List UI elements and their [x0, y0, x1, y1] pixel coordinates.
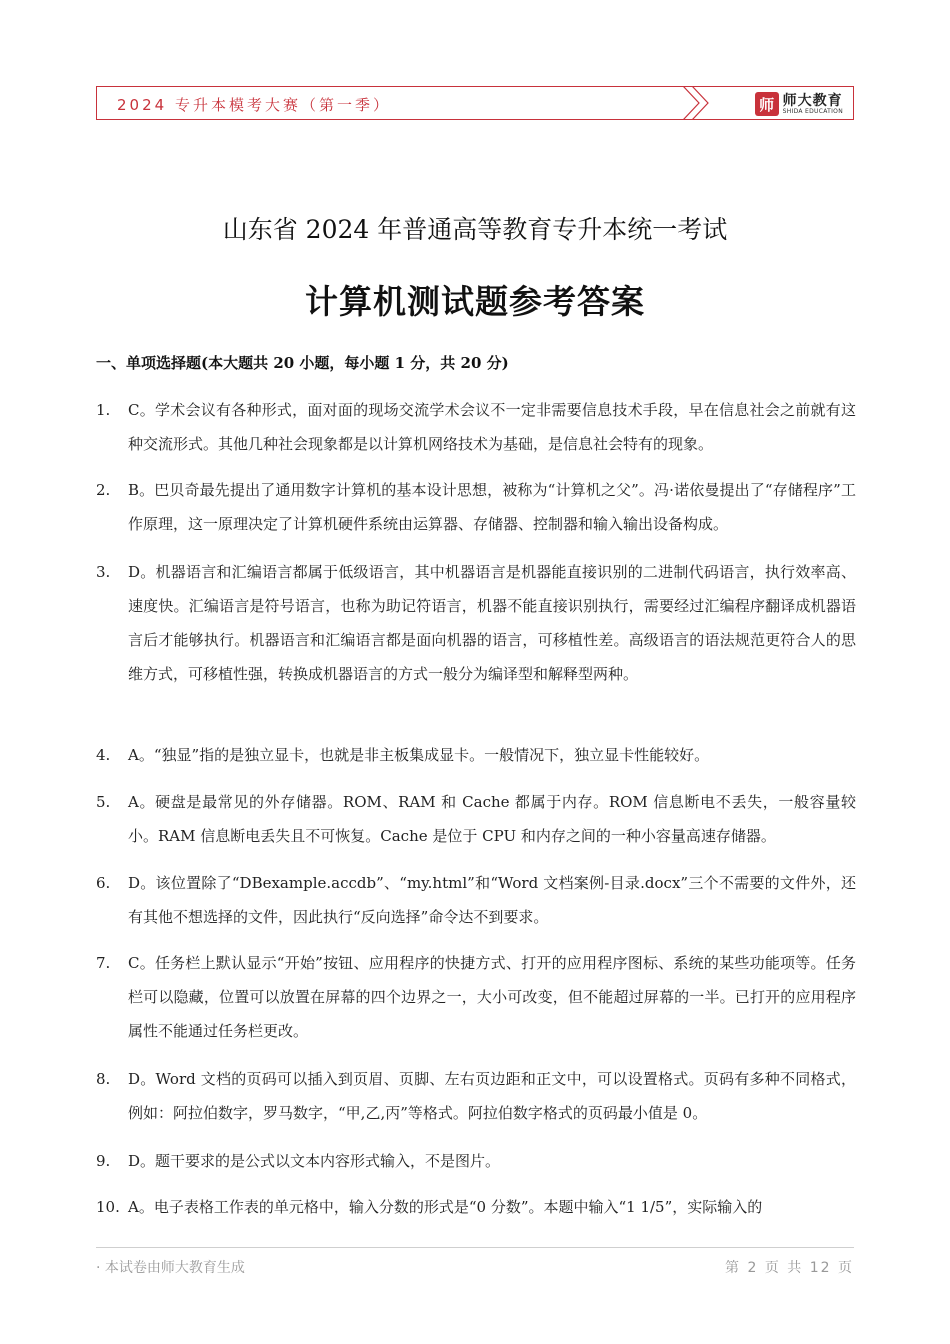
question-item-4 [96, 738, 856, 772]
question-number: 8. [96, 1070, 111, 1088]
section-heading: 一、单项选择题(本大题共 20 小题，每小题 1 分，共 20 分) [96, 354, 509, 372]
question-answer-text: C。学术会议有各种形式，面对面的现场交流学术会议不一定非需要信息技术手段，早在信息社会之前就有这种交流形式。其他几种社会现象都是以计算机网络技术为基础，是信息社会特有的现象。 [128, 401, 856, 453]
question-item-7 [96, 946, 856, 1048]
question-item-6 [96, 866, 856, 934]
logo-name: 师大教育 [782, 92, 843, 109]
question-answer-text: D。Word 文档的页码可以插入到页眉、页脚、左右页边距和正文中，可以设置格式。页码有多种不同格式，例如：阿拉伯数字，罗马数字，“甲,乙,丙”等格式。阿拉伯数字格式的页码最小值是 0。 [128, 1070, 856, 1122]
logo-mark-icon: 师 [755, 92, 779, 116]
question-item-5 [96, 785, 856, 853]
question-number: 3. [96, 563, 111, 581]
question-number: 1. [96, 401, 111, 419]
footer-source: · 本试卷由师大教育生成 [96, 1260, 245, 1276]
logo-text [783, 94, 843, 115]
question-number: 5. [96, 793, 111, 811]
question-number: 7. [96, 954, 111, 972]
page-title: 山东省 2024 年普通高等教育专升本统一考试 [222, 215, 728, 244]
brand-logo [755, 91, 843, 117]
logo-english-name: SHIDA EDUCATION [782, 107, 843, 115]
question-number: 2. [96, 481, 111, 499]
question-number: 6. [96, 874, 111, 892]
page-number: 第 2 页 共 12 页 [725, 1260, 854, 1276]
question-answer-text: A。硬盘是最常见的外存储器。ROM、RAM 和 Cache 都属于内存。ROM 信息断电不丢失，一般容量较小。RAM 信息断电丢失且不可恢复。Cache 是位于 CPU 和内存之间的一种小容量高速存储器。 [128, 793, 856, 845]
question-number: 9. [96, 1152, 111, 1170]
question-answer-text: C。任务栏上默认显示“开始”按钮、应用程序的快捷方式、打开的应用程序图标、系统的某些功能项等。任务栏可以隐藏，位置可以放置在屏幕的四个边界之一，大小可改变，但不能超过屏幕的一半。已打开的应用程序属性不能通过任务栏更改。 [128, 954, 856, 1040]
question-answer-text: D。题干要求的是公式以文本内容形式输入，不是图片。 [128, 1152, 501, 1170]
question-item-10 [96, 1190, 856, 1224]
question-item-3 [96, 555, 856, 691]
question-item-1 [96, 393, 856, 461]
question-item-9 [96, 1144, 856, 1178]
header-title: 2024 专升本模考大赛（第一季） [117, 96, 391, 114]
chevron-right-icon [679, 86, 713, 120]
question-answer-text: A。电子表格工作表的单元格中，输入分数的形式是“0 分数”。本题中输入“1 1/5”，实际输入的 [128, 1198, 763, 1216]
question-answer-text: D。该位置除了“DBexample.accdb”、“my.html”和“Word 文档案例-目录.docx”三个不需要的文件外，还有其他不想选择的文件，因此执行“反向选择”命令达不到要求。 [128, 874, 856, 926]
question-answer-text: D。机器语言和汇编语言都属于低级语言，其中机器语言是机器能直接识别的二进制代码语言，执行效率高、速度快。汇编语言是符号语言，也称为助记符语言，机器不能直接识别执行，需要经过汇编程序翻译成机器语言后才能够执行。机器语言和汇编语言都是面向机器的语言，可移植性差。高级语言的语法规范更符合人的思维方式，可移植性强，转换成机器语言的方式一般分为编译型和解释型两种。 [128, 563, 856, 683]
question-item-8 [96, 1062, 856, 1130]
page-header [96, 86, 854, 120]
question-answer-text: B。巴贝奇最先提出了通用数字计算机的基本设计思想，被称为“计算机之父”。冯·诺依曼提出了“存储程序”工作原理，这一原理决定了计算机硬件系统由运算器、存储器、控制器和输入输出设备构成。 [128, 481, 856, 533]
question-number: 4. [96, 746, 111, 764]
question-answer-text: A。“独显”指的是独立显卡，也就是非主板集成显卡。一般情况下，独立显卡性能较好。 [128, 746, 710, 764]
question-number: 10. [96, 1198, 120, 1216]
page-subtitle: 计算机测试题参考答案 [305, 282, 645, 321]
footer-divider [96, 1247, 854, 1248]
question-item-2 [96, 473, 856, 541]
